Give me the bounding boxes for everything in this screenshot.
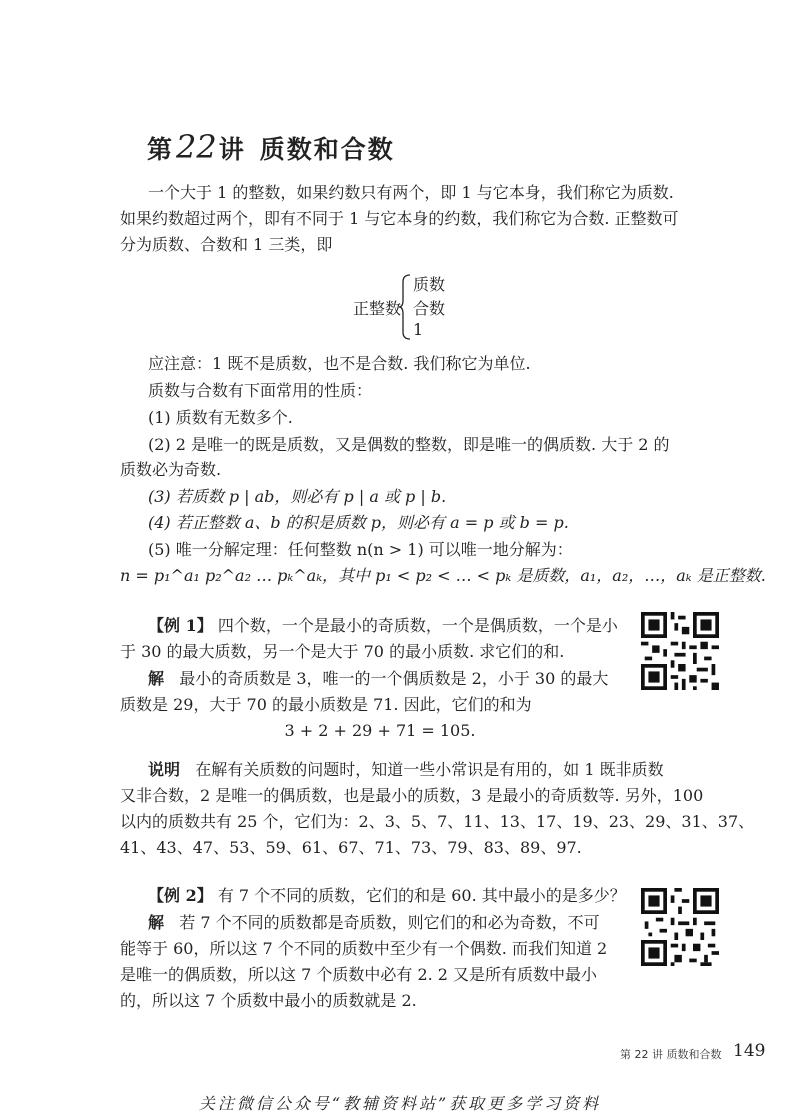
example-1-solution-text: 最小的奇质数是 3，唯一的一个偶质数是 2，小于 30 的最大 [179,669,609,688]
page-number: 149 [733,1041,766,1061]
qr-code-icon[interactable] [641,888,719,966]
example-2-tag: 【例 2】 [148,886,213,905]
left-brace-icon [398,274,412,340]
property-5b: n = p₁^a₁ p₂^a₂ … pₖ^aₖ，其中 p₁ < p₂ < … < pₖ 是质数，a₁，a₂，…，aₖ 是正整数. [120,566,766,585]
intro-line-2: 如果约数超过两个，即有不同于 1 与它本身的约数，我们称它为合数. 正整数可 [120,209,679,228]
classification-item-one: 1 [413,320,424,339]
remark-line-2: 又非合数，2 是唯一的偶质数，也是最小的质数，3 是最小的奇质数等. 另外，100 [120,786,704,805]
example-1-solution-line-1 [148,668,708,690]
classification-diagram [353,272,473,342]
property-1: (1) 质数有无数多个. [148,408,293,427]
property-5a: (5) 唯一分解定理：任何整数 n(n > 1) 可以唯一地分解为： [148,540,573,559]
example-1-question-text: 四个数，一个是最小的奇质数，一个是偶质数，一个是小 [217,616,618,635]
example-2-solution-line-3: 是唯一的偶质数，所以这 7 个质数中必有 2. 2 又是所有质数中最小 [120,965,598,984]
chapter-number: 22 [176,128,217,166]
property-3: (3) 若质数 p | ab，则必有 p | a 或 p | b. [148,487,447,506]
example-2-question-line [148,885,708,907]
intro-line-1: 一个大于 1 的整数，如果约数只有两个，即 1 与它本身，我们称它为质数. [148,183,674,202]
property-2a: (2) 2 是唯一的既是质数，又是偶数的整数，即是唯一的偶质数. 大于 2 的 [148,435,670,454]
chapter-title [147,128,395,166]
example-2-solution-text: 若 7 个不同的质数都是奇质数，则它们的和必为奇数，不可 [179,913,600,932]
watermark-text: 关注微信公众号“教辅资料站”获取更多学习资料 [198,1094,602,1113]
footer-chapter-label: 第 22 讲 质数和合数 [620,1048,722,1061]
example-1-tag: 【例 1】 [148,616,213,635]
example-1-equation: 3 + 2 + 29 + 71 = 105. [284,721,476,740]
property-2b: 质数必为奇数. [120,460,222,479]
properties-intro: 质数与合数有下面常用的性质： [148,381,373,400]
qr-code-icon[interactable] [641,612,719,690]
chapter-topic: 质数和合数 [259,135,395,164]
classification-item-composite: 合数 [413,299,446,318]
remark-text: 在解有关质数的问题时，知道一些小常识是有用的，如 1 既非质数 [195,760,664,779]
intro-line-3: 分为质数、合数和 1 三类，即 [120,235,333,254]
example-2-solution-line-2: 能等于 60，所以这 7 个不同的质数中至少有一个偶数. 而我们知道 2 [120,939,608,958]
remark-line-4: 41、43、47、53、59、61、67、71、73、79、83、89、97. [120,838,582,857]
chapter-prefix: 第 [147,135,175,164]
note-unit: 应注意：1 既不是质数，也不是合数. 我们称它为单位. [148,354,531,373]
remark-tag: 说明 [148,760,181,779]
property-4: (4) 若正整数 a、b 的积是质数 p，则必有 a = p 或 b = p. [148,513,569,532]
chapter-suffix: 讲 [218,135,246,164]
example-1-solution-line-2: 质数是 29，大于 70 的最小质数是 71. 因此，它们的和为 [120,695,532,714]
remark-line-3: 以内的质数共有 25 个，它们为：2、3、5、7、11、13、17、19、23、29、31、37、 [120,812,755,831]
example-2-question-text: 有 7 个不同的质数，它们的和是 60. 其中最小的是多少？ [217,886,626,905]
example-2-solution-line-1 [148,912,708,934]
example-1-question-line-1 [148,615,708,637]
classification-label: 正整数 [353,299,402,318]
classification-item-prime: 质数 [413,275,446,294]
example-2-solution-tag: 解 [148,913,165,932]
remark-line-1 [148,759,708,781]
example-1-solution-tag: 解 [148,669,165,688]
example-1-question-line-2: 于 30 的最大质数，另一个是大于 70 的最小质数. 求它们的和. [120,642,565,661]
example-2-solution-line-4: 的，所以这 7 个质数中最小的质数就是 2. [120,991,417,1010]
